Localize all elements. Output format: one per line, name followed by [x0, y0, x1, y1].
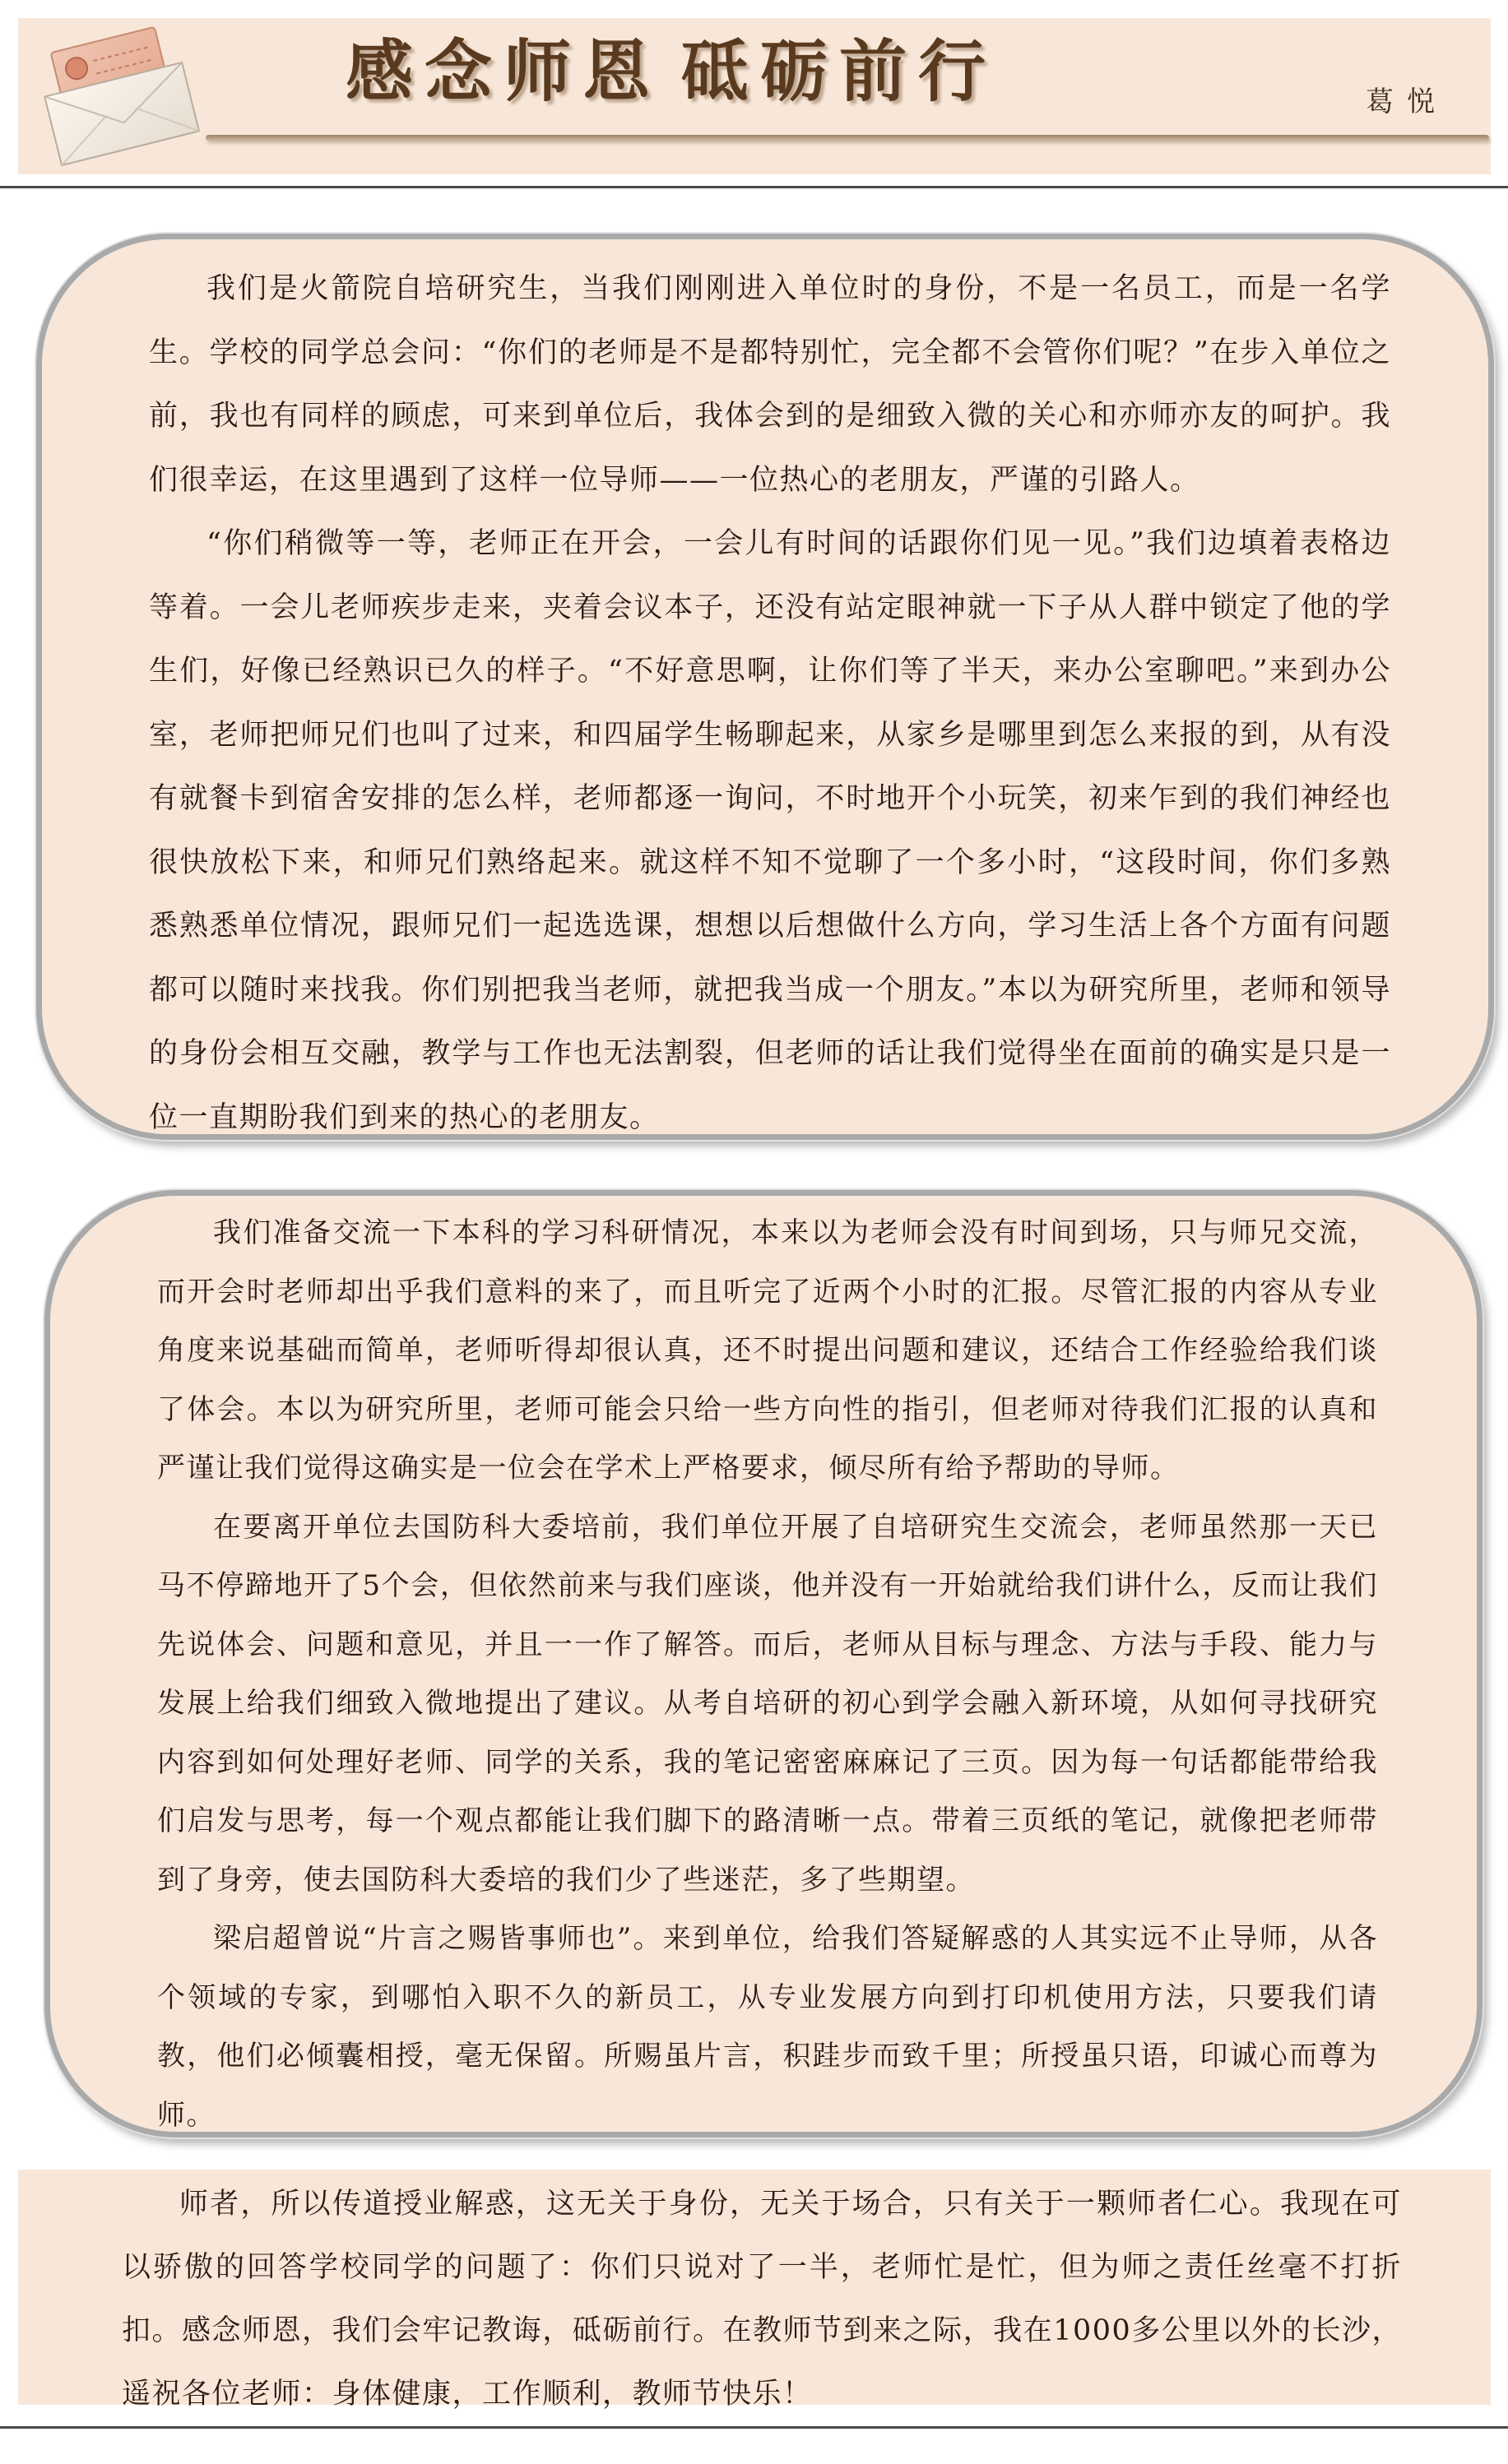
section-2-text	[157, 1204, 1378, 2145]
section-2-paragraph-2: 在要离开单位去国防科大委培前，我们单位开展了自培研究生交流会，老师虽然那一天已马不停蹄地开了5个会，但依然前来与我们座谈，他并没有一开始就给我们讲什么，反而让我们先说体会、问题和意见，并且一一作了解答。而后，老师从目标与理念、方法与手段、能力与发展上给我们细致入微地提出了建议。从考自培研的初心到学会融入新环境，从如何寻找研究内容到如何处理好老师、同学的关系，我的笔记密密麻麻记了三页。因为每一句话都能带给我们启发与思考，每一个观点都能让我们脚下的路清晰一点。带着三页纸的笔记，就像把老师带到了身旁，使去国防科大委培的我们少了些迷茫，多了些期望。	[157, 1510, 1378, 1897]
section-2-paragraph-1: 我们准备交流一下本科的学习科研情况，本来以为老师会没有时间到场，只与师兄交流，而开会时老师却出乎我们意料的来了，而且听完了近两个小时的汇报。尽管汇报的内容从专业角度来说基础而简单，老师听得却很认真，还不时提出问题和建议，还结合工作经验给我们谈了体会。本以为研究所里，老师可能会只给一些方向性的指引，但老师对待我们汇报的认真和严谨让我们觉得这确实是一位会在学术上严格要求，倾尽所有给予帮助的导师。	[157, 1216, 1378, 1484]
title-part-1: 感念师恩	[346, 32, 662, 111]
section-1-paragraph-1: 我们是火箭院自培研究生，当我们刚刚进入单位时的身份，不是一名员工，而是一名学生。学校的同学总会问：“你们的老师是不是都特别忙，完全都不会管你们呢？”在步入单位之前，我也有同样的顾虑，可来到单位后，我体会到的是细致入微的关心和亦师亦友的呵护。我们很幸运，在这里遇到了这样一位导师——一位热心的老朋友，严谨的引路人。	[149, 272, 1391, 497]
author-name: 葛悦	[1366, 86, 1448, 118]
closing-block	[18, 2170, 1491, 2411]
section-1-text	[149, 257, 1391, 1150]
title-underline	[206, 135, 1489, 141]
page-title	[346, 31, 997, 112]
footer-divider	[0, 2426, 1508, 2429]
closing-paragraph: 师者，所以传道授业解惑，这无关于身份，无关于场合，只有关于一颗师者仁心。我现在可以骄傲的回答学校同学的问题了：你们只说对了一半，老师忙是忙，但为师之责任丝毫不打折扣。感念师恩，我们会牢记教诲，砥砺前行。在教师节到来之际，我在1000多公里以外的长沙，遥祝各位老师：身体健康，工作顺利，教师节快乐！	[122, 2188, 1402, 2411]
envelope-icon	[36, 26, 201, 166]
header-divider	[0, 186, 1508, 188]
section-2-paragraph-3: 梁启超曾说“片言之赐皆事师也”。来到单位，给我们答疑解惑的人其实远不止导师，从各个领域的专家，到哪怕入职不久的新员工，从专业发展方向到打印机使用方法，只要我们请教，他们必倾囊相授，毫无保留。所赐虽片言，积跬步而致千里；所授虽只语，印诚心而尊为师。	[157, 1922, 1378, 2132]
section-1-paragraph-2: “你们稍微等一等，老师正在开会，一会儿有时间的话跟你们见一见。”我们边填着表格边等着。一会儿老师疾步走来，夹着会议本子，还没有站定眼神就一下子从人群中锁定了他的学生们，好像已经熟识已久的样子。“不好意思啊，让你们等了半天，来办公室聊吧。”来到办公室，老师把师兄们也叫了过来，和四届学生畅聊起来，从家乡是哪里到怎么来报的到，从有没有就餐卡到宿舍安排的怎么样，老师都逐一询问，不时地开个小玩笑，初来乍到的我们神经也很快放松下来，和师兄们熟络起来。就这样不知不觉聊了一个多小时，“这段时间，你们多熟悉熟悉单位情况，跟师兄们一起选选课，想想以后想做什么方向，学习生活上各个方面有问题都可以随时来找我。你们别把我当老师，就把我当成一个朋友。”本以为研究所里，老师和领导的身份会相互交融，教学与工作也无法割裂，但老师的话让我们觉得坐在面前的确实是只是一位一直期盼我们到来的热心的老朋友。	[149, 527, 1391, 1134]
section-panel-1	[36, 234, 1494, 1140]
section-panel-2	[44, 1190, 1482, 2137]
title-part-2: 砥砺前行	[681, 32, 998, 111]
